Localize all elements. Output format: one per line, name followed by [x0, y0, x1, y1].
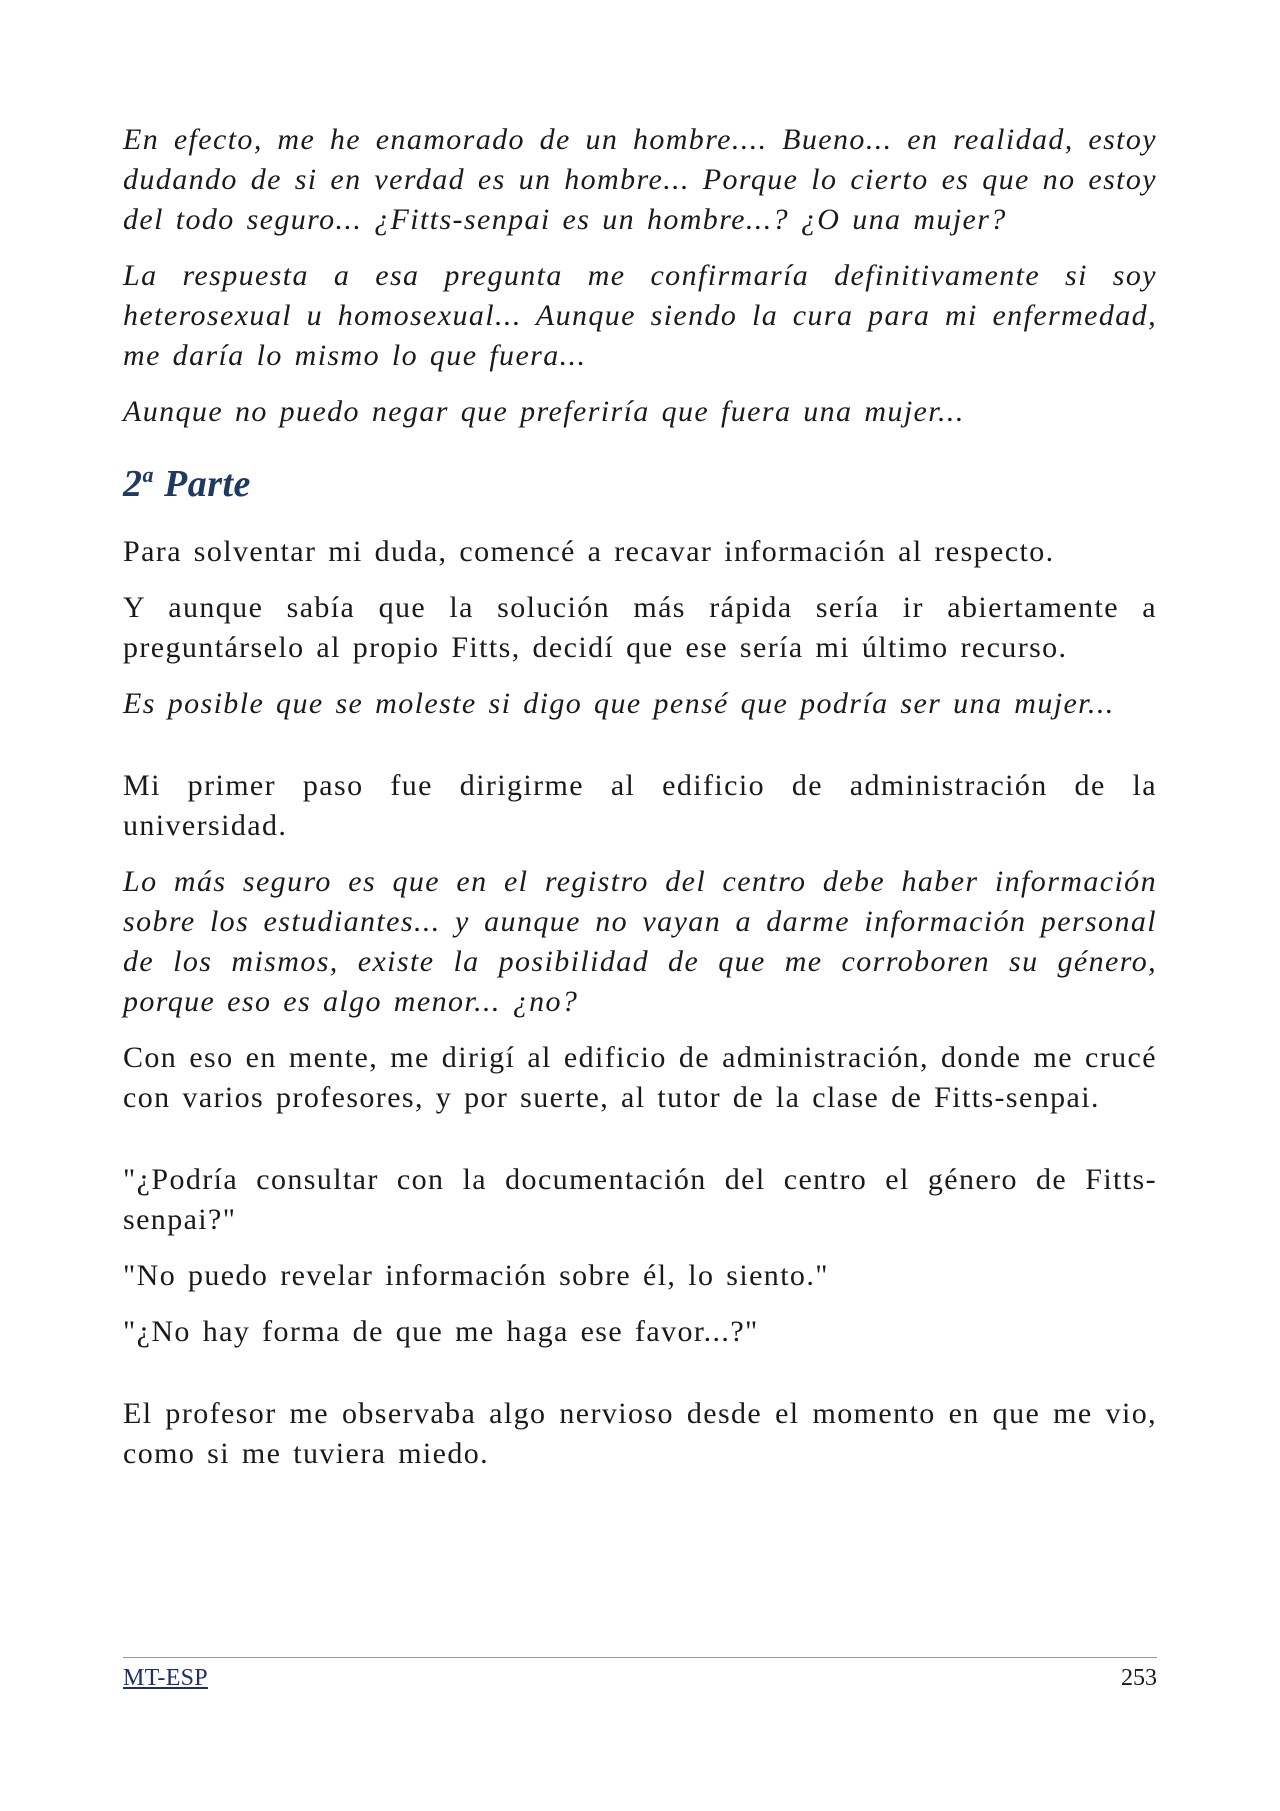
- page-body: [123, 120, 1157, 1490]
- dialogue-line: "¿Podría consultar con la documentación del centro el género de Fitts-senpai?": [123, 1163, 1157, 1236]
- section-ordinal: a: [142, 462, 154, 487]
- paragraph: Con eso en mente, me dirigí al edificio de administración, donde me crucé con varios profesores, y por suerte, al tutor de la clase de Fitts-senpai.: [123, 1041, 1157, 1114]
- dialogue-line: "No puedo revelar información sobre él, lo siento.": [123, 1259, 829, 1292]
- paragraph: Y aunque sabía que la solución más rápida sería ir abiertamente a preguntárselo al propio Fitts, decidí que ese sería mi último recurso.: [123, 591, 1157, 664]
- section-title: Parte: [164, 463, 251, 505]
- footer-link[interactable]: MT-ESP: [123, 1665, 208, 1691]
- paragraph-intro-3: Aunque no puedo negar que preferiría que fuera una mujer...: [123, 395, 965, 428]
- paragraph: Mi primer paso fue dirigirme al edificio de administración de la universidad.: [123, 769, 1157, 842]
- section-number: 2: [123, 463, 143, 505]
- dialogue-line: "¿No hay forma de que me haga ese favor...?": [123, 1315, 759, 1348]
- page-number: 253: [1121, 1665, 1157, 1691]
- paragraph: El profesor me observaba algo nervioso desde el momento en que me vio, como si me tuviera miedo.: [123, 1397, 1157, 1470]
- paragraph-thought: Es posible que se moleste si digo que pensé que podría ser una mujer...: [123, 687, 1115, 720]
- paragraph-intro-2: La respuesta a esa pregunta me confirmaría definitivamente si soy heterosexual u homosexual... Aunque siendo la cura para mi enfermedad, me daría lo mismo lo que fuera...: [123, 259, 1157, 372]
- paragraph-intro-1: En efecto, me he enamorado de un hombre.... Bueno... en realidad, estoy dudando de si en verdad es un hombre... Porque lo cierto es que no estoy del todo seguro... ¿Fitts-senpai es un hombre...? ¿O una mujer?: [123, 123, 1157, 236]
- paragraph-thought: Lo más seguro es que en el registro del centro debe haber información sobre los estudiantes... y aunque no vayan a darme información personal de los mismos, existe la posibilidad de que me corroboren su género, porque eso es algo menor... ¿no?: [123, 865, 1157, 1018]
- paragraph: Para solventar mi duda, comencé a recavar información al respecto.: [123, 535, 1055, 568]
- section-heading: [123, 462, 1157, 506]
- page-footer: [123, 1657, 1157, 1692]
